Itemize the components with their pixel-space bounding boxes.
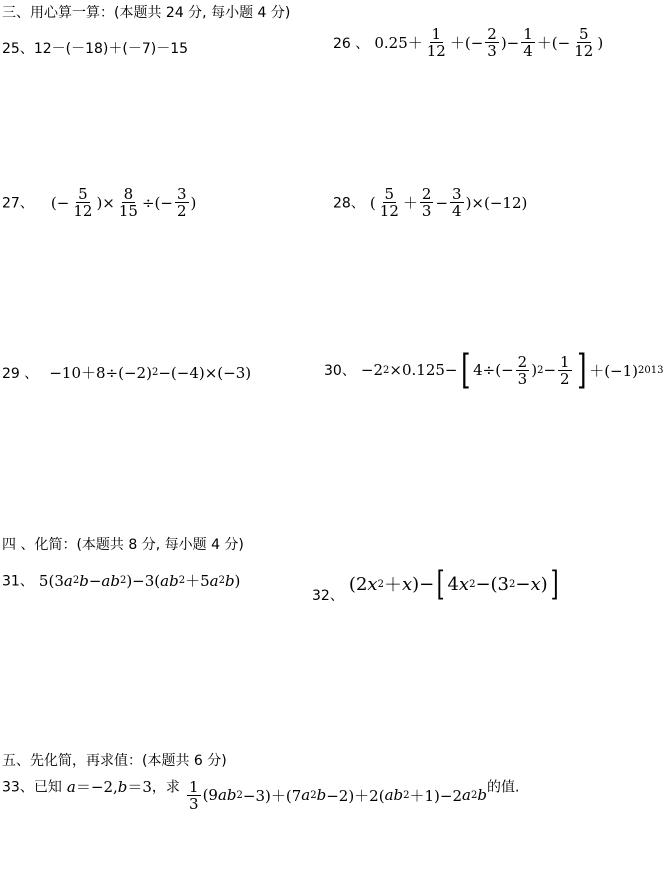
problem-30-expression: −2 2 ×0.125− [ 4÷(− $\frac{2}{3}$ ) 2 − $\frac{1}{2}$ ] ＋(−1) 2013 — [360, 347, 663, 393]
problem-26-label: 26 、 — [333, 36, 370, 52]
problem-33-end-text: 的值. — [486, 779, 520, 796]
problem-26-expression: 0.25＋ $\frac{1}{12}$ ＋(− $\frac{2}{3}$ )− $\frac{1}{4}$ ＋(− $\frac{5}{12}$ ) — [374, 25, 604, 60]
section-4-heading: 四 、化简：(本题共 8 分, 每小题 4 分) — [2, 537, 244, 553]
problem-31-expression: 5(3 a 2 b − ab 2 )−3( ab 2 ＋5 a 2 b ) — [38, 571, 241, 590]
problem-33-seek-text: ，求 — [151, 779, 180, 796]
problem-29 — [2, 362, 251, 383]
problem-33-expression: $\frac{1}{3}$ (9 ab 2 −3)＋(7 a 2 b −2)＋2( ab 2 ＋1)−2 a 2 b — [189, 777, 487, 813]
problem-31 — [2, 570, 240, 591]
problem-33 — [2, 776, 519, 812]
problem-25-expression: 12－(－18)＋(－7)－15 — [33, 41, 189, 57]
section-5-heading: 五、先化简，再求值：(本题共 6 分) — [2, 753, 227, 769]
problem-30 — [324, 347, 663, 393]
problem-33-condition: a ＝−2, b ＝3 — [66, 777, 152, 796]
problem-28-expression: ( $\frac{5}{12}$ ＋ $\frac{2}{3}$ − $\frac{3}{4}$ )×(−12) — [369, 185, 528, 220]
problem-33-given-text: 已知 — [33, 779, 62, 796]
problem-30-label: 30、 — [324, 363, 356, 379]
problem-27 — [2, 186, 196, 219]
problem-32-label: 32、 — [312, 587, 344, 604]
problem-25 — [2, 38, 188, 58]
problem-32 — [312, 564, 561, 604]
problem-29-expression: −10＋8÷(−2) 2 −(−4)×(−3) — [49, 363, 252, 382]
problem-27-expression: (− $\frac{5}{12}$ )× $\frac{8}{15}$ ÷(− $\frac{3}{2}$ ) — [50, 185, 197, 220]
problem-33-label: 33、 — [2, 779, 34, 796]
problem-25-label: 25、 — [2, 41, 34, 57]
problem-29-label: 29 、 — [2, 366, 39, 382]
problem-28-label: 28、 — [333, 195, 365, 212]
problem-28 — [333, 186, 527, 219]
problem-27-label: 27、 — [2, 195, 34, 212]
problem-26 — [333, 26, 603, 59]
section-3-heading: 三、用心算一算：(本题共 24 分, 每小题 4 分) — [2, 5, 291, 21]
problem-32-expression: (2 x 2 ＋ x )− [ 4 x 2 −(3 2 − x ) ] — [348, 564, 559, 604]
problem-31-label: 31、 — [2, 573, 34, 590]
